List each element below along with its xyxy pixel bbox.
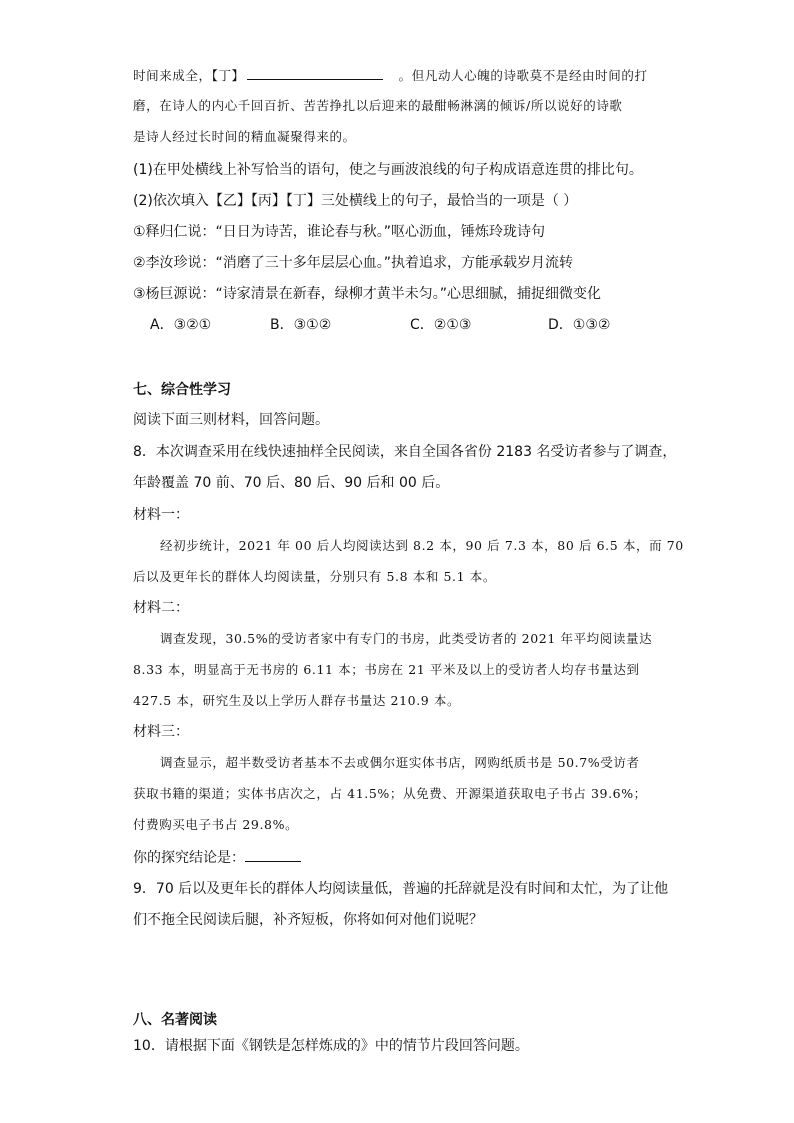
section7-intro: 阅读下面三则材料，回答问题。 [133, 412, 329, 428]
material-2-line-2: 8.33 本，明显高于无书房的 6.11 本；书房在 21 平米及以上的受访者人均存书量达到 [133, 662, 640, 677]
passage-line-3: 是诗人经过长时间的精血凝聚得来的。 [133, 129, 356, 144]
question-fill-in: (1)在甲处横线上补写恰当的语句，使之与画波浪线的句子构成语意连贯的排比句。 [133, 162, 643, 178]
material-1-line-1: 经初步统计，2021 年 00 后人均阅读达到 8.2 本，90 后 7.3 本，80 后 6.5 本，而 70 [160, 538, 684, 553]
material-2-line-3: 427.5 本，研究生及以上学历人群存书量达 210.9 本。 [133, 693, 461, 708]
conclusion-blank [245, 847, 301, 862]
material-1-label: 材料一： [133, 507, 189, 523]
blank-ding [247, 65, 383, 80]
material-3-label: 材料三： [133, 724, 189, 740]
material-2-line-1: 调查发现，30.5%的受访者家中有专门的书房，此类受访者的 2021 年平均阅读量达 [160, 631, 653, 646]
sentence-1: ①释归仁说：“日日为诗苦，谁论春与秋。”呕心沥血，锤炼玲珑诗句 [133, 224, 546, 240]
material-1-line-2: 后以及更年长的群体人均阅读量，分别只有 5.8 本和 5.1 本。 [133, 569, 496, 584]
option-d: D．①③② [548, 317, 611, 333]
section7-heading: 七、综合性学习 [133, 382, 231, 398]
conclusion-line [133, 847, 301, 868]
passage-line-1-post: 。但凡动人心魄的诗歌莫不是经由时间的打 [398, 68, 648, 83]
conclusion-label: 你的探究结论是： [133, 850, 245, 866]
q10-line: 10．请根据下面《钢铁是怎样炼成的》中的情节片段回答问题。 [133, 1038, 529, 1054]
q8-line-2: 年龄覆盖 70 前、70 后、80 后、90 后和 00 后。 [133, 475, 450, 491]
sentence-3: ③杨巨源说：“诗家清景在新春，绿柳才黄半未匀。”心思细腻，捕捉细微变化 [133, 286, 602, 302]
passage-line-2: 磨，在诗人的内心千回百折、苦苦挣扎以后迎来的最酣畅淋漓的倾诉/所以说好的诗歌 [133, 98, 623, 113]
material-3-line-3: 付费购买电子书占 29.8%。 [133, 817, 299, 832]
option-c: C．②①③ [410, 317, 472, 333]
q9-line-2: 们不拖全民阅读后腿，补齐短板，你将如何对他们说呢？ [133, 912, 483, 928]
material-3-line-1: 调查显示，超半数受访者基本不去或偶尔逛实体书店，网购纸质书是 50.7%受访者 [160, 755, 640, 770]
option-a: A．③②① [150, 317, 212, 333]
passage-line-1 [133, 65, 648, 86]
q9-line-1: 9．70 后以及更年长的群体人均阅读量低，普遍的托辞就是没有时间和太忙，为了让他 [133, 881, 669, 897]
material-3-line-2: 获取书籍的渠道；实体书店次之，占 41.5%；从免费、开源渠道获取电子书占 39.6%； [133, 786, 647, 801]
section8-heading: 八、名著阅读 [133, 1012, 217, 1028]
question-order: (2)依次填入【乙】【丙】【丁】三处横线上的句子，最恰当的一项是（ ） [133, 193, 578, 209]
option-b: B．③①② [270, 317, 332, 333]
material-2-label: 材料二： [133, 600, 189, 616]
sentence-2: ②李汝珍说：“消磨了三十多年层层心血。”执着追求，方能承载岁月流转 [133, 255, 574, 271]
passage-line-1-pre: 时间来成全，【丁】 [133, 68, 245, 83]
q8-line-1: 8．本次调查采用在线快速抽样全民阅读，来自全国各省份 2183 名受访者参与了调查， [133, 444, 677, 460]
